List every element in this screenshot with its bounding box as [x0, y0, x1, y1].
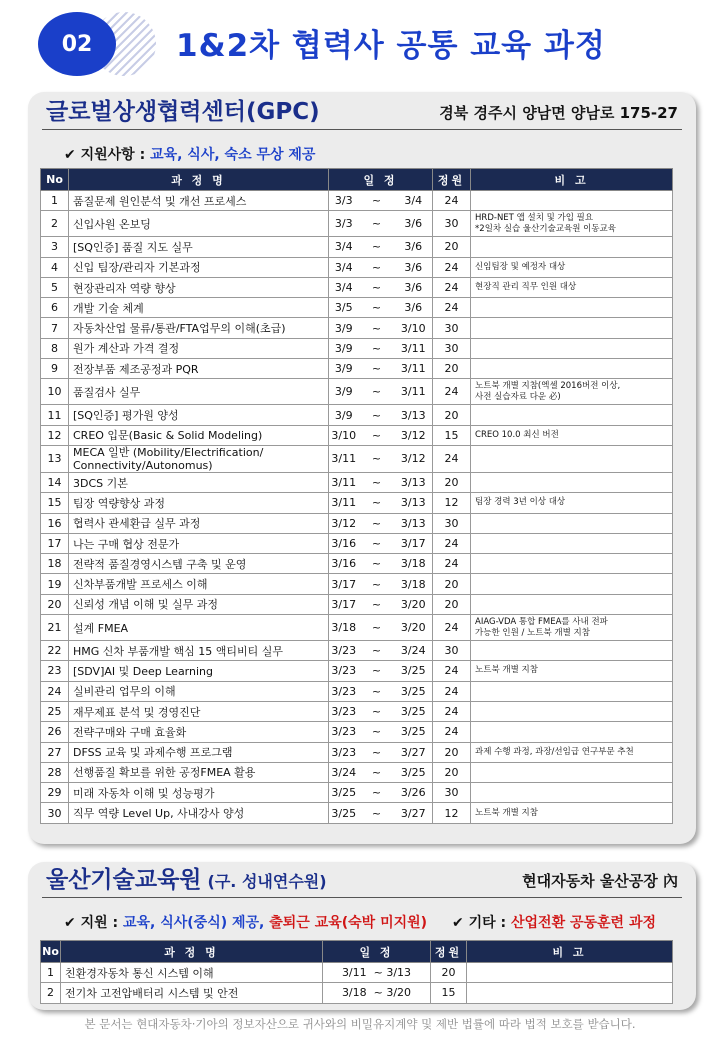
col-no: No [41, 941, 61, 963]
date-separator: ~ [359, 493, 395, 513]
remark [471, 762, 673, 782]
capacity: 30 [433, 641, 471, 661]
start-date: 3/9 [329, 405, 359, 425]
capacity: 24 [433, 533, 471, 553]
ulsan-title-text: 울산기술교육원 [46, 867, 202, 893]
table-row [41, 338, 673, 358]
row-no: 5 [41, 277, 69, 297]
col-capacity: 정원 [431, 941, 467, 963]
capacity: 24 [433, 257, 471, 277]
table-row [41, 257, 673, 277]
course-name: 원가 계산과 가격 결정 [69, 338, 329, 358]
date-separator: ~ [359, 574, 395, 594]
course-name: 실비관리 업무의 이해 [69, 681, 329, 701]
col-no: No [41, 169, 69, 191]
table-row [41, 983, 673, 1003]
remark: 현장직 관리 직무 인원 대상 [471, 277, 673, 297]
course-name: 신차부품개발 프로세스 이해 [69, 574, 329, 594]
table-row [41, 359, 673, 379]
gpc-header [42, 96, 682, 130]
start-date: 3/24 [329, 762, 359, 782]
start-date: 3/4 [329, 257, 359, 277]
table-row [41, 574, 673, 594]
capacity: 24 [433, 722, 471, 742]
row-no: 26 [41, 722, 69, 742]
remark: CREO 10.0 최신 버전 [471, 425, 673, 445]
table-row [41, 762, 673, 782]
end-date: 3/25 [395, 701, 433, 721]
course-name: 3DCS 기본 [69, 472, 329, 492]
date-separator: ~ [359, 803, 395, 823]
remark [471, 554, 673, 574]
start-date: 3/5 [329, 298, 359, 318]
capacity: 20 [433, 574, 471, 594]
capacity: 12 [433, 803, 471, 823]
capacity: 24 [433, 701, 471, 721]
date-separator: ~ [359, 513, 395, 533]
row-no: 17 [41, 533, 69, 553]
table-row [41, 701, 673, 721]
table-header-row [41, 941, 673, 963]
row-no: 12 [41, 425, 69, 445]
table-row [41, 722, 673, 742]
end-date: 3/17 [395, 533, 433, 553]
course-name: 협력사 관세환급 실무 과정 [69, 513, 329, 533]
date-separator: ~ [359, 594, 395, 614]
end-date: 3/24 [395, 641, 433, 661]
col-schedule: 일 정 [329, 169, 433, 191]
start-date: 3/9 [329, 318, 359, 338]
row-no: 8 [41, 338, 69, 358]
date-separator: ~ [359, 701, 395, 721]
course-name: 전기차 고전압배터리 시스템 및 안전 [61, 983, 323, 1003]
row-no: 11 [41, 405, 69, 425]
end-date: 3/6 [395, 298, 433, 318]
section-number-badge: 02 [38, 12, 116, 76]
table-row [41, 191, 673, 211]
end-date: 3/13 [395, 405, 433, 425]
capacity: 24 [433, 298, 471, 318]
capacity: 24 [433, 277, 471, 297]
gpc-support [64, 144, 315, 164]
etc-text: 산업전환 공동훈련 과정 [511, 915, 656, 931]
start-date: 3/17 [329, 574, 359, 594]
row-no: 7 [41, 318, 69, 338]
end-date: 3/6 [395, 211, 433, 237]
remark: 팀장 경력 3년 이상 대상 [471, 493, 673, 513]
capacity: 20 [431, 963, 467, 983]
row-no: 2 [41, 983, 61, 1003]
remark [471, 405, 673, 425]
table-row [41, 594, 673, 614]
remark [471, 594, 673, 614]
ulsan-course-table [40, 940, 673, 1004]
end-date: 3/13 [395, 513, 433, 533]
course-name: 신입 팀장/관리자 기본과정 [69, 257, 329, 277]
schedule: 3/18 ~ 3/20 [323, 983, 431, 1003]
row-no: 19 [41, 574, 69, 594]
table-row [41, 641, 673, 661]
capacity: 20 [433, 762, 471, 782]
capacity: 24 [433, 445, 471, 472]
start-date: 3/4 [329, 277, 359, 297]
course-name: 전략구매와 구매 효율화 [69, 722, 329, 742]
capacity: 30 [433, 211, 471, 237]
table-row [41, 237, 673, 257]
end-date: 3/25 [395, 722, 433, 742]
date-separator: ~ [359, 211, 395, 237]
date-separator: ~ [359, 338, 395, 358]
ulsan-title [46, 861, 327, 894]
start-date: 3/25 [329, 783, 359, 803]
start-date: 3/23 [329, 681, 359, 701]
remark: 노트북 개별 지참 [471, 803, 673, 823]
course-name: 품질문제 원인분석 및 개선 프로세스 [69, 191, 329, 211]
date-separator: ~ [359, 405, 395, 425]
date-separator: ~ [359, 533, 395, 553]
remark [471, 701, 673, 721]
table-row [41, 472, 673, 492]
start-date: 3/17 [329, 594, 359, 614]
course-name: DFSS 교육 및 과제수행 프로그램 [69, 742, 329, 762]
capacity: 30 [433, 513, 471, 533]
table-row [41, 681, 673, 701]
remark [471, 783, 673, 803]
row-no: 28 [41, 762, 69, 782]
ulsan-support [64, 912, 427, 932]
capacity: 20 [433, 359, 471, 379]
col-course: 과 정 명 [61, 941, 323, 963]
row-no: 2 [41, 211, 69, 237]
remark [467, 983, 673, 1003]
date-separator: ~ [359, 783, 395, 803]
table-row [41, 318, 673, 338]
row-no: 21 [41, 615, 69, 641]
remark: 과제 수행 과정, 과장/선임급 연구부문 추천 [471, 742, 673, 762]
table-row [41, 298, 673, 318]
date-separator: ~ [359, 722, 395, 742]
remark [471, 445, 673, 472]
remark [471, 191, 673, 211]
start-date: 3/23 [329, 701, 359, 721]
row-no: 22 [41, 641, 69, 661]
course-name: 신입사원 온보딩 [69, 211, 329, 237]
course-name: 신뢰성 개념 이해 및 실무 과정 [69, 594, 329, 614]
remark [471, 359, 673, 379]
ulsan-header [42, 864, 682, 898]
capacity: 24 [433, 191, 471, 211]
course-name: CREO 입문(Basic & Solid Modeling) [69, 425, 329, 445]
capacity: 15 [433, 425, 471, 445]
remark: HRD-NET 앱 설치 및 가입 필요 *2일차 실습 울산기술교육원 이동교육 [471, 211, 673, 237]
course-name: 나는 구매 협상 전문가 [69, 533, 329, 553]
date-separator: ~ [359, 191, 395, 211]
date-separator: ~ [359, 379, 395, 405]
end-date: 3/10 [395, 318, 433, 338]
row-no: 14 [41, 472, 69, 492]
remark [471, 298, 673, 318]
ulsan-panel [28, 862, 696, 1010]
start-date: 3/9 [329, 359, 359, 379]
remark [471, 338, 673, 358]
capacity: 24 [433, 615, 471, 641]
course-name: [SDV]AI 및 Deep Learning [69, 661, 329, 681]
date-separator: ~ [359, 359, 395, 379]
course-name: [SQ인증] 품질 지도 실무 [69, 237, 329, 257]
date-separator: ~ [359, 298, 395, 318]
remark [471, 574, 673, 594]
remark [471, 237, 673, 257]
course-name: 미래 자동차 이해 및 성능평가 [69, 783, 329, 803]
table-row [41, 493, 673, 513]
end-date: 3/20 [395, 594, 433, 614]
table-row [41, 277, 673, 297]
row-no: 25 [41, 701, 69, 721]
remark: AIAG-VDA 통합 FMEA를 사내 전파 가능한 인원 / 노트북 개별 지참 [471, 615, 673, 641]
date-separator: ~ [359, 257, 395, 277]
course-name: 직무 역량 Level Up, 사내강사 양성 [69, 803, 329, 823]
capacity: 30 [433, 783, 471, 803]
ulsan-support-text: 교육, 식사(중식) 제공, [123, 915, 270, 931]
end-date: 3/25 [395, 681, 433, 701]
start-date: 3/11 [329, 472, 359, 492]
start-date: 3/10 [329, 425, 359, 445]
row-no: 15 [41, 493, 69, 513]
table-header-row [41, 169, 673, 191]
start-date: 3/23 [329, 742, 359, 762]
table-row [41, 661, 673, 681]
ulsan-address: 현대자동차 울산공장 內 [522, 872, 678, 890]
end-date: 3/27 [395, 803, 433, 823]
date-separator: ~ [359, 742, 395, 762]
confidentiality-footer: 본 문서는 현대자동차·기아의 정보자산으로 귀사와의 비밀유지계약 및 제반 법률에 따라 법적 보호를 받습니다. [84, 1017, 636, 1031]
start-date: 3/25 [329, 803, 359, 823]
end-date: 3/25 [395, 661, 433, 681]
page-title: 1&2차 협력사 공통 교육 과정 [176, 28, 606, 64]
remark [471, 472, 673, 492]
start-date: 3/11 [329, 493, 359, 513]
end-date: 3/6 [395, 237, 433, 257]
ulsan-support-red: 출퇴근 교육(숙박 미지원) [269, 915, 428, 931]
row-no: 16 [41, 513, 69, 533]
end-date: 3/25 [395, 762, 433, 782]
end-date: 3/13 [395, 493, 433, 513]
start-date: 3/23 [329, 641, 359, 661]
table-row [41, 742, 673, 762]
gpc-course-table [40, 168, 673, 824]
gpc-address: 경북 경주시 양남면 양남로 175-27 [439, 104, 678, 122]
capacity: 20 [433, 405, 471, 425]
end-date: 3/20 [395, 615, 433, 641]
row-no: 20 [41, 594, 69, 614]
start-date: 3/9 [329, 379, 359, 405]
date-separator: ~ [359, 237, 395, 257]
end-date: 3/4 [395, 191, 433, 211]
row-no: 29 [41, 783, 69, 803]
end-date: 3/13 [395, 472, 433, 492]
date-separator: ~ [359, 554, 395, 574]
end-date: 3/11 [395, 379, 433, 405]
remark: 노트북 개별 지참(엑셀 2016버전 이상, 사전 실습자료 다운 必) [471, 379, 673, 405]
table-row [41, 554, 673, 574]
row-no: 30 [41, 803, 69, 823]
end-date: 3/12 [395, 425, 433, 445]
course-name: 친환경자동차 통신 시스템 이해 [61, 963, 323, 983]
capacity: 24 [433, 681, 471, 701]
course-name: HMG 신차 부품개발 핵심 15 액티비티 실무 [69, 641, 329, 661]
date-separator: ~ [359, 277, 395, 297]
course-name: 현장관리자 역량 향상 [69, 277, 329, 297]
date-separator: ~ [359, 318, 395, 338]
date-separator: ~ [359, 661, 395, 681]
row-no: 27 [41, 742, 69, 762]
capacity: 20 [433, 237, 471, 257]
end-date: 3/26 [395, 783, 433, 803]
support-text: 교육, 식사, 숙소 무상 제공 [150, 147, 316, 163]
table-row [41, 405, 673, 425]
capacity: 24 [433, 661, 471, 681]
end-date: 3/27 [395, 742, 433, 762]
capacity: 20 [433, 742, 471, 762]
ulsan-etc [452, 912, 656, 932]
course-name: MECA 일반 (Mobility/Electrification/ Connectivity/Autonomus) [69, 445, 329, 472]
row-no: 3 [41, 237, 69, 257]
capacity: 20 [433, 594, 471, 614]
course-name: 팀장 역량향상 과정 [69, 493, 329, 513]
row-no: 24 [41, 681, 69, 701]
start-date: 3/4 [329, 237, 359, 257]
start-date: 3/12 [329, 513, 359, 533]
gpc-title: 글로벌상생협력센터(GPC) [46, 99, 320, 125]
remark [471, 318, 673, 338]
date-separator: ~ [359, 762, 395, 782]
capacity: 15 [431, 983, 467, 1003]
date-separator: ~ [359, 615, 395, 641]
course-name: 재무제표 분석 및 경영진단 [69, 701, 329, 721]
schedule: 3/11 ~ 3/13 [323, 963, 431, 983]
course-name: 개발 기술 체계 [69, 298, 329, 318]
capacity: 24 [433, 379, 471, 405]
course-name: 선행품질 확보를 위한 공정FMEA 활용 [69, 762, 329, 782]
ulsan-subtitle: (구. 성내연수원) [207, 872, 327, 891]
date-separator: ~ [359, 425, 395, 445]
remark: 노트북 개별 지참 [471, 661, 673, 681]
col-capacity: 정원 [433, 169, 471, 191]
gpc-panel [28, 92, 696, 844]
col-note: 비 고 [471, 169, 673, 191]
start-date: 3/23 [329, 722, 359, 742]
row-no: 9 [41, 359, 69, 379]
capacity: 12 [433, 493, 471, 513]
remark: 신임팀장 및 예정자 대상 [471, 257, 673, 277]
remark [471, 681, 673, 701]
row-no: 1 [41, 191, 69, 211]
remark [467, 963, 673, 983]
row-no: 10 [41, 379, 69, 405]
course-name: 품질검사 실무 [69, 379, 329, 405]
capacity: 20 [433, 472, 471, 492]
start-date: 3/18 [329, 615, 359, 641]
table-row [41, 963, 673, 983]
course-name: 전략적 품질경영시스템 구축 및 운영 [69, 554, 329, 574]
remark [471, 513, 673, 533]
col-note: 비 고 [467, 941, 673, 963]
table-row [41, 533, 673, 553]
table-row [41, 615, 673, 641]
date-separator: ~ [359, 681, 395, 701]
remark [471, 722, 673, 742]
table-row [41, 513, 673, 533]
table-row [41, 425, 673, 445]
table-row [41, 803, 673, 823]
page-header [0, 0, 720, 88]
remark [471, 641, 673, 661]
remark [471, 533, 673, 553]
col-schedule: 일 정 [323, 941, 431, 963]
table-row [41, 445, 673, 472]
date-separator: ~ [359, 445, 395, 472]
table-row [41, 379, 673, 405]
start-date: 3/23 [329, 661, 359, 681]
capacity: 30 [433, 338, 471, 358]
table-row [41, 211, 673, 237]
end-date: 3/18 [395, 574, 433, 594]
ulsan-support-label: ✔ 지원 : [64, 915, 123, 931]
end-date: 3/12 [395, 445, 433, 472]
date-separator: ~ [359, 641, 395, 661]
start-date: 3/9 [329, 338, 359, 358]
start-date: 3/3 [329, 211, 359, 237]
row-no: 6 [41, 298, 69, 318]
date-separator: ~ [359, 472, 395, 492]
end-date: 3/11 [395, 359, 433, 379]
course-name: 전장부품 제조공정과 PQR [69, 359, 329, 379]
row-no: 23 [41, 661, 69, 681]
row-no: 18 [41, 554, 69, 574]
start-date: 3/11 [329, 445, 359, 472]
capacity: 24 [433, 554, 471, 574]
table-row [41, 783, 673, 803]
row-no: 4 [41, 257, 69, 277]
course-name: 자동차산업 물류/통관/FTA업무의 이해(초급) [69, 318, 329, 338]
end-date: 3/18 [395, 554, 433, 574]
col-course: 과 정 명 [69, 169, 329, 191]
start-date: 3/16 [329, 554, 359, 574]
course-name: [SQ인증] 평가원 양성 [69, 405, 329, 425]
start-date: 3/16 [329, 533, 359, 553]
end-date: 3/6 [395, 257, 433, 277]
row-no: 1 [41, 963, 61, 983]
support-label: ✔ 지원사항 : [64, 147, 151, 163]
start-date: 3/3 [329, 191, 359, 211]
end-date: 3/6 [395, 277, 433, 297]
end-date: 3/11 [395, 338, 433, 358]
etc-label: ✔ 기타 : [452, 915, 511, 931]
course-name: 설계 FMEA [69, 615, 329, 641]
capacity: 30 [433, 318, 471, 338]
row-no: 13 [41, 445, 69, 472]
